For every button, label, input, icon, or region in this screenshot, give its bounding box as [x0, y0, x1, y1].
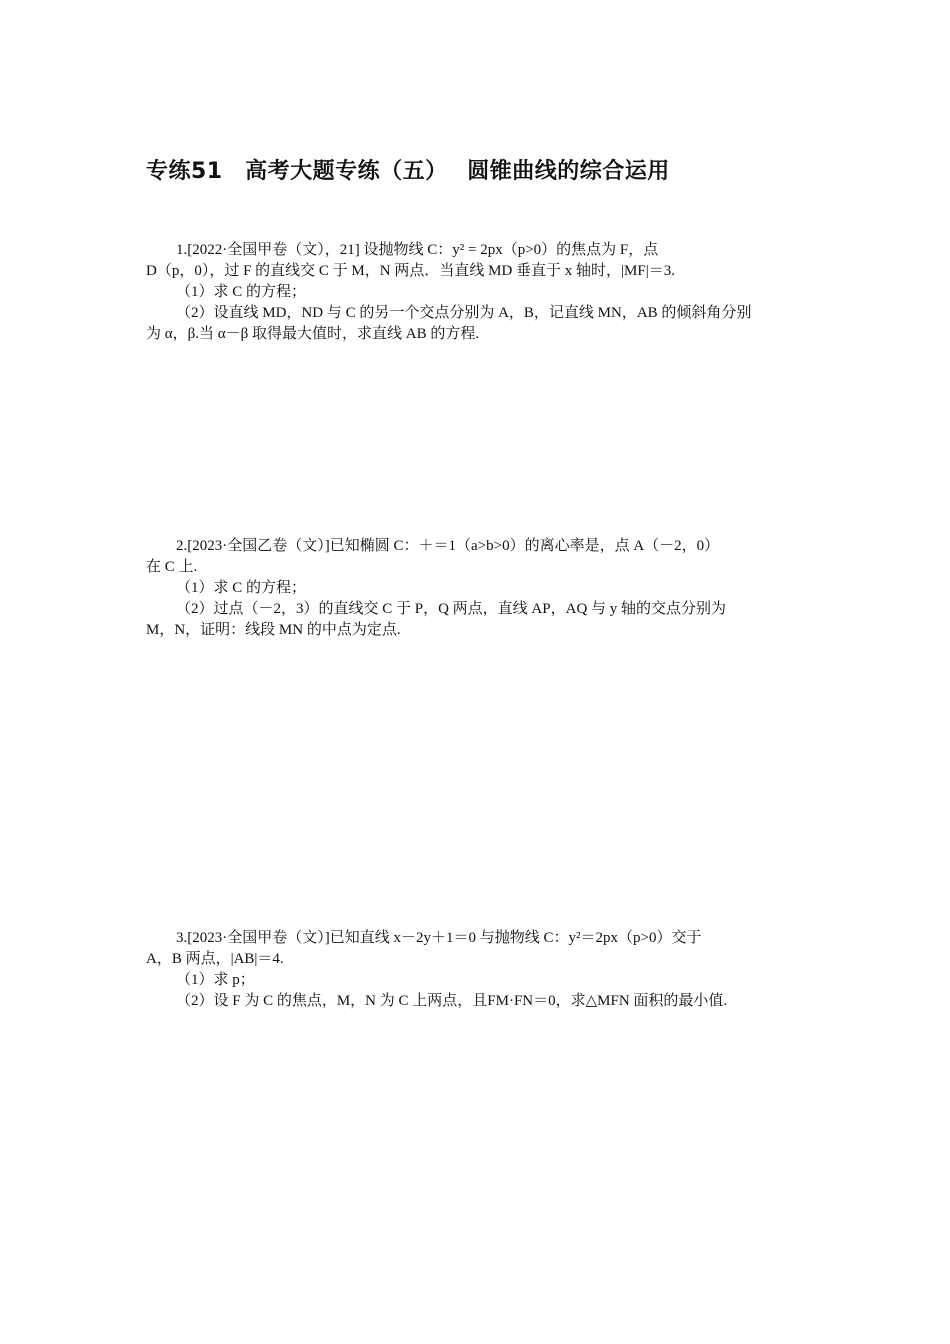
problem-part-1: （1）求 C 的方程； [176, 284, 307, 300]
problem-part-2: （2）过点（－2，3）的直线交 C 于 P，Q 两点，直线 AP，AQ 与 y 轴的交点分别为 [176, 601, 727, 617]
problem-stem-line: A，B 两点，|AB|＝4. [146, 951, 284, 967]
problem-2 [146, 536, 806, 641]
problem-stem-line: 在 C 上. [146, 559, 198, 575]
problem-part-2: （2）设 F 为 C 的焦点，M，N 为 C 上两点，且FM·FN＝0，求△MFN 面积的最小值. [176, 993, 728, 1009]
problem-stem-line: 2.[2023·全国乙卷（文）]已知椭圆 C：＋＝1（a>b>0）的离心率是，点 A（－2，0） [176, 538, 720, 554]
problem-3 [146, 928, 806, 1012]
page-title: 专练51 高考大题专练（五） 圆锥曲线的综合运用 [146, 159, 670, 184]
problem-part-2: （2）设直线 MD，ND 与 C 的另一个交点分别为 A，B，记直线 MN，AB 的倾斜角分别 [176, 305, 752, 321]
problem-part-2-continued: 为 α，β.当 α－β 取得最大值时，求直线 AB 的方程. [146, 326, 480, 342]
problem-part-1: （1）求 C 的方程； [176, 580, 307, 596]
problem-1 [146, 240, 806, 345]
problem-stem-line: 3.[2023·全国甲卷（文）]已知直线 x－2y＋1＝0 与抛物线 C：y²＝2px（p>0）交于 [176, 930, 702, 946]
problem-stem-line: 1.[2022·全国甲卷（文），21] 设抛物线 C：y² = 2px（p>0）的焦点为 F，点 [176, 242, 659, 258]
problem-stem-line: D（p，0），过 F 的直线交 C 于 M，N 两点．当直线 MD 垂直于 x 轴时，|MF|＝3. [146, 263, 675, 279]
problem-part-2-continued: M，N，证明：线段 MN 的中点为定点. [146, 622, 401, 638]
problem-part-1: （1）求 p； [176, 972, 255, 988]
